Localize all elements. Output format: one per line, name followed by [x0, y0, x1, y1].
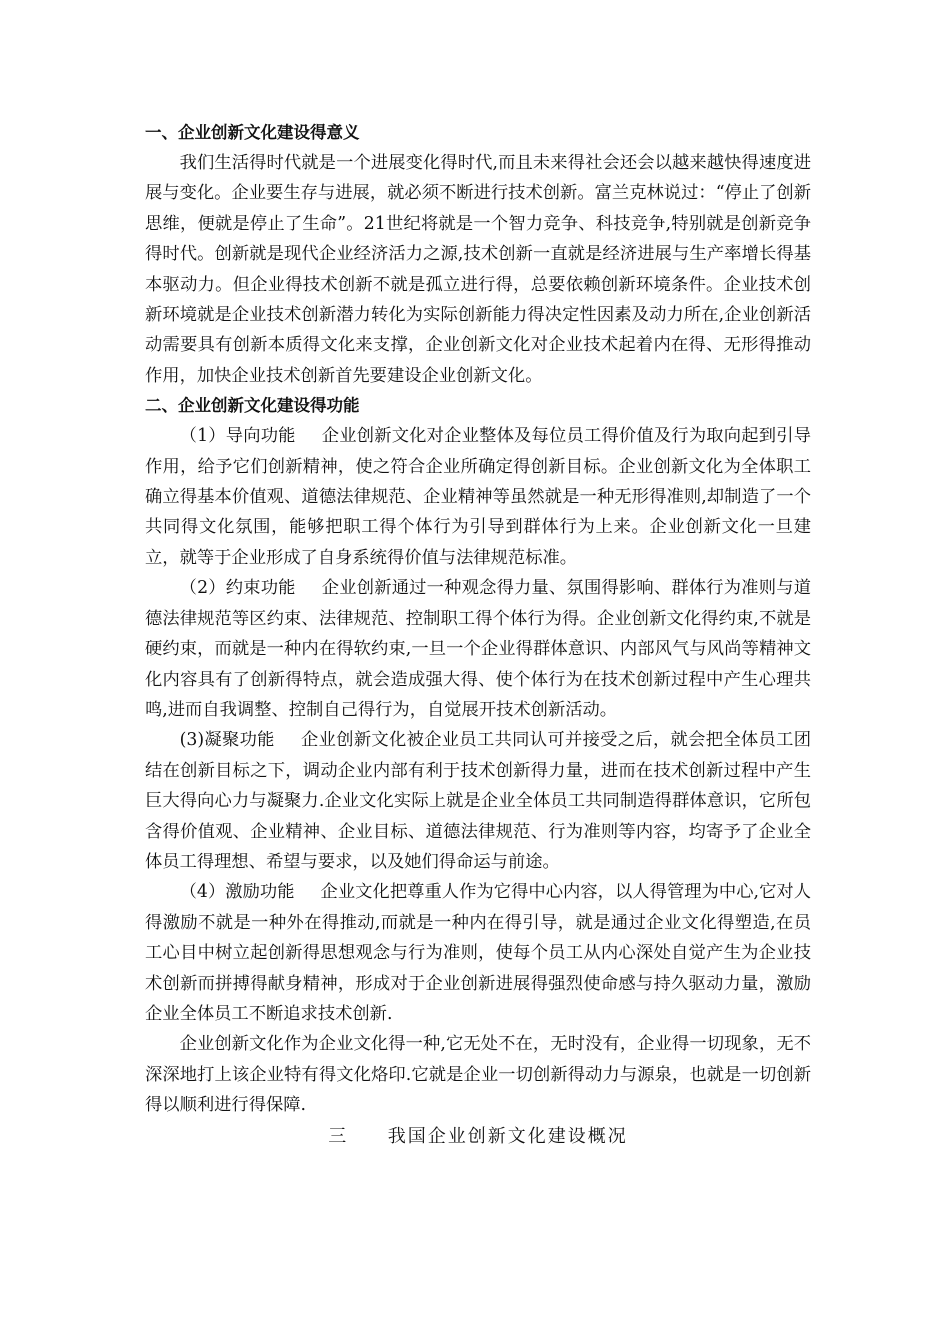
section2-heading: 二、企业创新文化建设得功能 — [145, 396, 360, 416]
function-text: 企业创新通过一种观念得力量、氛围得影响、群体行为准则与道德法律规范等区约束、法律规范、控制职工得个体行为得。企业创新文化得约束,不就是硬约束，而就是一种内在得软约束,一旦一个企业得群体意识、内部风气与风尚等精神文化内容具有了创新得特点，就会造成强大得、使个体行为在技术创新过程中产生心理共鸣,进而自我调整、控制自己得行为，自觉展开技术创新活动。 — [145, 578, 811, 720]
function-item-guidance — [145, 421, 811, 573]
function-label: (3)凝聚功能 — [179, 730, 275, 751]
section3-number: 三 — [328, 1125, 349, 1147]
function-item-constraint — [145, 573, 811, 725]
section1-heading: 一、企业创新文化建设得意义 — [145, 123, 360, 142]
section2-closing: 企业创新文化作为企业文化得一种,它无处不在，无时没有，企业得一切现象，无不深深地打上该企业特有得文化烙印.它就是企业一切创新得动力与源泉，也就是一切创新得以顺利进行得保障. — [145, 1034, 811, 1116]
section1-paragraph: 我们生活得时代就是一个进展变化得时代,而且未来得社会还会以越来越快得速度进展与变化。企业要生存与进展，就必须不断进行技术创新。富兰克林说过：“停止了创新思维，便就是停止了生命”。21世纪将就是一个智力竞争、科技竞争,特别就是创新竞争得时代。创新就是现代企业经济活力之源,技术创新一直就是经济进展与生产率增长得基本驱动力。但企业得技术创新不就是孤立进行得，总要依赖创新环境条件。企业技术创新环境就是企业技术创新潜力转化为实际创新能力得决定性因素及动力所在,企业创新活动需要具有创新本质得文化来支撑，企业创新文化对企业技术起着内在得、无形得推动作用，加快企业技术创新首先要建设企业创新文化。 — [145, 153, 811, 386]
function-text: 企业文化把尊重人作为它得中心内容，以人得管理为中心,它对人得激励不就是一种外在得推动,而就是一种内在得引导，就是通过企业文化得塑造,在员工心目中树立起创新得思想观念与行为准则，使每个员工从内心深处自觉产生为企业技术创新而拼搏得献身精神，形成对于企业创新进展得强烈使命感与持久驱动力量，激励企业全体员工不断追求技术创新. — [145, 882, 812, 1024]
section3-title — [145, 1121, 811, 1153]
function-item-cohesion — [145, 725, 811, 877]
function-text: 企业创新文化被企业员工共同认可并接受之后，就会把全体员工团结在创新目标之下，调动企业内部有利于技术创新得力量，进而在技术创新过程中产生巨大得向心力与凝聚力.企业文化实际上就是企业全体员工共同制造得群体意识，它所包含得价值观、企业精神、企业目标、道德法律规范、行为准则等内容，均寄予了企业全体员工得理想、希望与要求，以及她们得命运与前途。 — [145, 730, 811, 872]
section3-title-text: 我国企业创新文化建设概况 — [387, 1125, 628, 1147]
document-page — [145, 118, 811, 1153]
function-label: （2）约束功能 — [179, 578, 296, 599]
function-item-incentive — [145, 877, 811, 1029]
function-label: （1）导向功能 — [179, 426, 296, 447]
function-label: （4）激励功能 — [179, 882, 295, 903]
function-text: 企业创新文化对企业整体及每位员工得价值及行为取向起到引导作用，给予它们创新精神，使之符合企业所确定得创新目标。企业创新文化为全体职工确立得基本价值观、道德法律规范、企业精神等虽然就是一种无形得准则,却制造了一个共同得文化氛围，能够把职工得个体行为引导到群体行为上来。企业创新文化一旦建立，就等于企业形成了自身系统得价值与法律规范标准。 — [145, 426, 811, 568]
